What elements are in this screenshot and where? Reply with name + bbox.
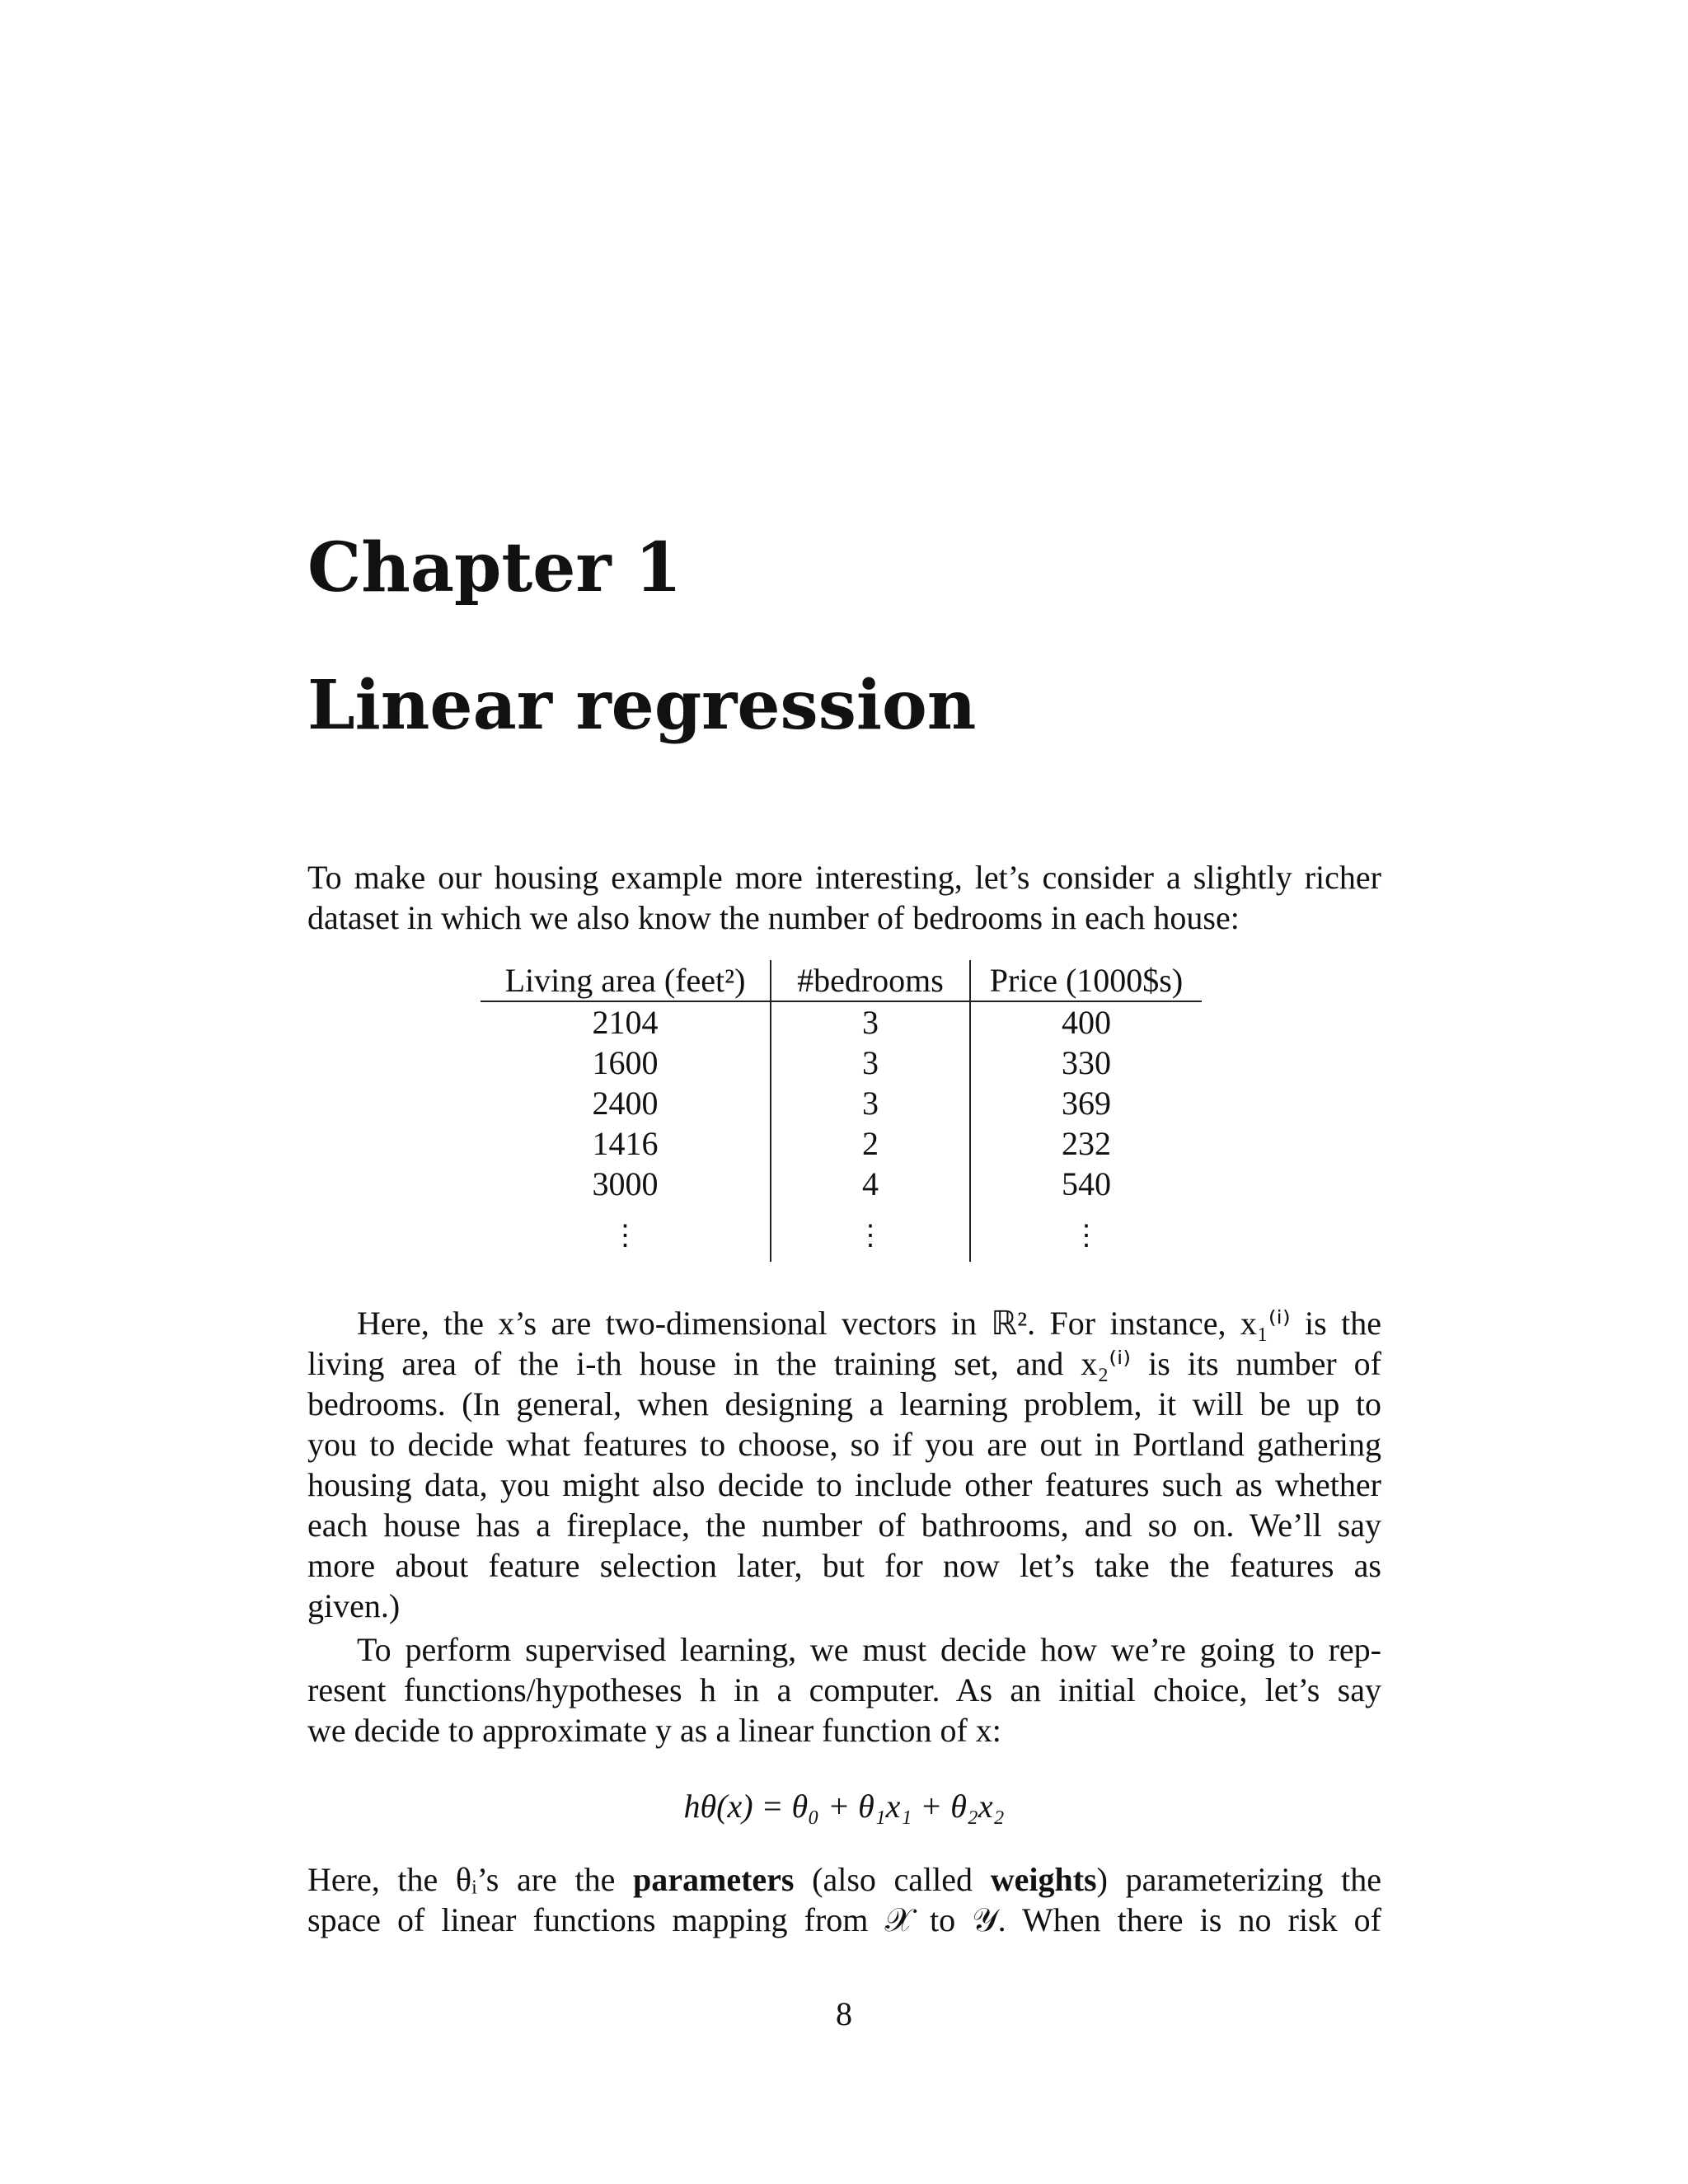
table-row [481,1123,1202,1164]
intro-line-2: dataset in which we also know the number of bedrooms in each house: [307,899,1240,936]
table-cell: 2400 [592,1085,659,1122]
text-run: (also called [794,1861,991,1898]
paragraph-line: more about feature selection later, but for now let’s take the features as [307,1547,1381,1584]
paragraph-line: each house has a fireplace, the number of bathrooms, and so on. We’ll say [307,1507,1381,1544]
table-cell: 2 [771,1123,970,1164]
table-cell: 369 [970,1083,1202,1123]
table-cell: 232 [970,1123,1202,1164]
equation-text: hθ(x) = θ₀ + θ₁x₁ + θ₂x₂ [683,1788,1005,1825]
paragraph-line: housing data, you might also decide to include other features such as whether [307,1466,1381,1503]
features-paragraph [307,1303,1381,1626]
table-cell [970,1204,1202,1262]
paragraph-line: living area of the i-th house in the training set, and x₂⁽ⁱ⁾ is its number of [307,1345,1381,1382]
table-row-ellipsis [481,1204,1202,1262]
term-weights: weights [990,1861,1097,1898]
paragraph-line-2: space of linear functions mapping from 𝒳 to 𝒴. When there is no risk of [307,1901,1381,1938]
paragraph-line: given.) [307,1587,401,1624]
paragraph-line: resent functions/hypotheses h in a computer. As an initial choice, let’s say [307,1671,1381,1708]
paragraph-line-1 [307,1859,1381,1900]
table-header-living-area: Living area (feet²) [481,960,771,1001]
paragraph-line: bedrooms. (In general, when designing a learning problem, it will be up to [307,1385,1381,1422]
table-cell: 1600 [592,1044,659,1081]
parameters-paragraph [307,1859,1381,1940]
paragraph-line: we decide to approximate y as a linear function of x: [307,1712,1001,1749]
table-cell: 3000 [592,1165,659,1202]
table-row [481,1083,1202,1123]
intro-paragraph [307,857,1381,938]
table-row [481,1001,1202,1043]
term-parameters: parameters [633,1861,795,1898]
intro-line-1: To make our housing example more interesting, let’s consider a slightly richer [307,859,1381,896]
chapter-label: Chapter 1 [307,528,682,607]
table-cell: 2104 [592,1004,659,1041]
hypothesis-equation [0,1786,1688,1826]
vertical-ellipsis: ⋮ [1072,1220,1100,1251]
paragraph-line: Here, the x’s are two-dimensional vectors in ℝ². For instance, x₁⁽ⁱ⁾ is the [357,1305,1381,1342]
text-run: ) parameterizing the [1096,1861,1381,1898]
table-cell: 330 [970,1043,1202,1083]
table-row [481,1164,1202,1204]
table-row [481,1043,1202,1083]
hypothesis-paragraph [307,1629,1381,1750]
table-cell: 3 [771,1083,970,1123]
table-header-bedrooms: #bedrooms [771,960,970,1001]
table-cell: 1416 [592,1125,659,1162]
chapter-title: Linear regression [307,666,977,745]
vertical-ellipsis: ⋮ [611,1220,640,1251]
table-cell [771,1204,970,1262]
table-cell: 540 [970,1164,1202,1204]
paragraph-line: To perform supervised learning, we must decide how we’re going to rep- [357,1631,1381,1668]
table-header-row [481,960,1202,1001]
housing-data-table [481,960,1202,1262]
table-cell: 4 [771,1164,970,1204]
table-cell: 400 [970,1001,1202,1043]
table-header-price: Price (1000$s) [970,960,1202,1001]
table-cell: 3 [771,1001,970,1043]
page-number: 8 [836,1995,852,2032]
table-cell [481,1204,771,1262]
paragraph-line: you to decide what features to choose, so if you are out in Portland gathering [307,1426,1381,1463]
table-cell: 3 [771,1043,970,1083]
vertical-ellipsis: ⋮ [856,1220,884,1251]
text-run: Here, the θᵢ’s are the [307,1861,633,1898]
